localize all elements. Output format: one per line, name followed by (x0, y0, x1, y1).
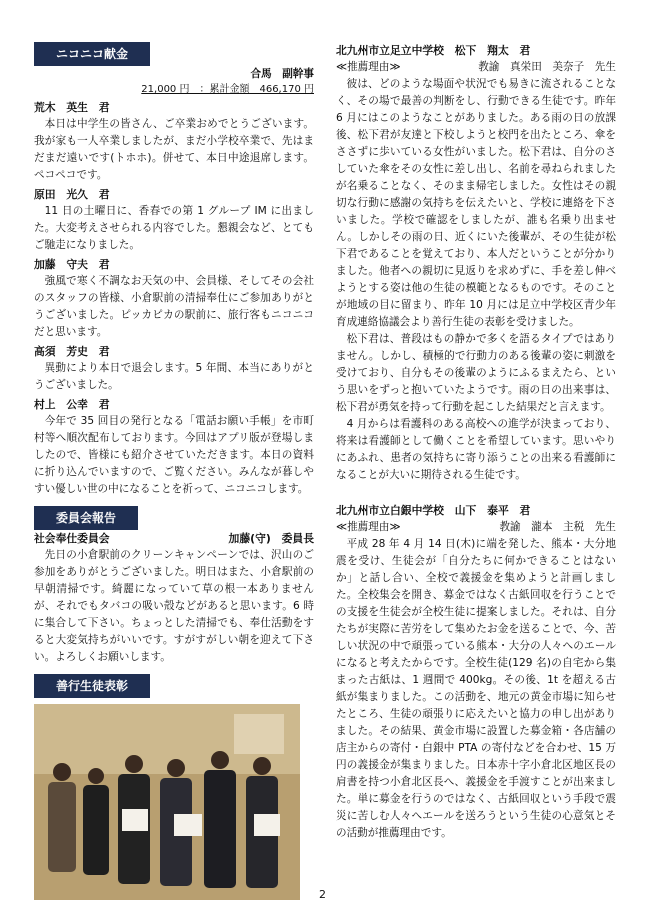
donor-name: 加藤 守夫 君 (34, 258, 110, 271)
student1-teacher: 教諭 真栄田 美奈子 先生 (478, 61, 616, 73)
right-column (336, 42, 616, 842)
student1-paragraph: 松下君は、普段はもの静かで多くを語るタイプではありません。しかし、積極的で行動力のある後輩の姿に刺激を受けており、自分もその後輩のようにふるまえたら、という思いをずっと抱いていたようです。雨の日の出来事は、松下君が勇気を持って行動を起こした結果だと言えます。 (336, 333, 616, 413)
left-column (34, 42, 314, 900)
student2-reason-label: ≪推薦理由≫ (336, 521, 401, 533)
committee-report: 先日の小倉駅前のクリーンキャンペーンでは、沢山のご参加をありがとうございました。明日はまた、小倉駅前の早朝清掃です。綺麗になっていて草の根一本ありませんが、それでもタバコの吸い殻などがあると思います。6 時に集合して下さい。ちょっとした清掃でも、奉仕活動をすると大変気持ちがいいです。すがすがしい朝を迎えて下さい。よろしくお願いします。 (34, 549, 314, 663)
student2-reason-row (336, 519, 616, 536)
student1-reason-row (336, 59, 616, 76)
committee-name: 社会奉仕委員会 (34, 532, 110, 545)
committee-chair: 加藤(守) 委員長 (228, 532, 314, 545)
student1-school-name: 北九州市立足立中学校 松下 翔太 君 (336, 44, 531, 57)
donor-message: 今年で 35 回目の発行となる「電話お願い手帳」を市町村等へ順次配布しております。今回はアプリ版が登場しましたので、皆様にも紹介させていただきます。本日の資料に折り込んでいますので、ご覧ください。みんなが暮しやすい優しい世の中になることを祈って、ニコニコします。 (34, 415, 314, 495)
student2-paragraph: 平成 28 年 4 月 14 日(木)に端を発した、熊本・大分地震を受け、生徒会が「自分たちに何かできることはないか」と話し合い、全校で義援金を集めようと計画しました。全校集会を開き、募金ではなく古紙回収を行うことでの支援を生徒会が全校生徒に提案しました。それは、自分たちが実際に苦労をして集めたお金を送ることで、今、苦しい状況の中で頑張っている熊本・大分の人々へのエールになると考えたからです。全校生徒(129 名)の自宅から集まった古紙は、1 週間で 400kg。その後、1t を超える古紙が集まりました。この活動を、地元の黄金市場に知らせたところ、生徒の頑張りに応えたいと協力の申し出がありました。その結果、黄金市場に設置した募金箱・各店舗の店主からの寄付・白銀中 PTA の寄付などを合わせ、15 万円の義援金が集まりました。日本赤十字小倉北区地区長の肩書を持つ小倉北区長へ、義援金を手渡すことが出来ました。単に募金を行うのではなく、古紙回収という手段で震災に苦しむ人々へエールを送ろうという生徒の心意気とその活動が推薦理由です。 (336, 538, 616, 839)
donor-message: 異動により本日で退会します。5 年間、本当にありがとうございました。 (34, 362, 314, 391)
award-photo-illustration (34, 704, 300, 900)
student1-paragraph: 彼は、どのような場面や状況でも易きに流されることなく、その場で最善の判断をし、行動できる生徒です。昨年 6 月にはこのようなことがありました。ある雨の日の放課後、松下君が友達と下校しようと校門を出たところ、傘をささずに歩いている女性がいました。松下君は、自分のさしていた傘をその女性に差し出し、名前を尋ねられましたが名乗ることなく、そのまま帰宅しました。女性はその親切な行動に感謝の気持ちを伝えたいと、学校に連絡を下さいました。学校で確認をしましたが、誰も名乗り出ません。しかしその雨の日、近くにいた後輩が、その生徒が松下君であることを覚えており、本人だということが分かりました。他者への親切に見返りを求めずに、手を差し伸べようとする姿は他の生徒の模範となるものです。そのことが地域の目に留まり、昨年 10 月には足立中学校区青少年育成連絡協議会より善行生徒の表彰を受けました。 (336, 78, 616, 328)
committee-header-row (34, 530, 314, 547)
donor-message: 強風で寒く不調なお天気の中、会員様、そしてその会社のスタッフの皆様、小倉駅前の清掃奉仕にご参加ありがとうございました。ピッカピカの駅前に、旅行客もニコニコだと思います。 (34, 275, 314, 338)
donor-message: 11 日の土曜日に、香春での第 1 グループ IM に出ました。大変考えさせられる内容でした。懇親会など、とてもご馳走になりました。 (34, 205, 314, 251)
niconico-amount: 21,000 円 ：累計金額 466,170 円 (141, 84, 314, 95)
award-photo (34, 704, 300, 900)
committee-heading: 委員会報告 (34, 506, 138, 530)
niconico-officer: 合馬 副幹事 (250, 68, 314, 80)
donor-name: 荒木 英生 君 (34, 101, 110, 114)
donor-name: 高須 芳史 君 (34, 345, 110, 358)
award-heading: 善行生徒表彰 (34, 674, 150, 698)
student2-school-name: 北九州市立白銀中学校 山下 泰平 君 (336, 504, 531, 517)
student1-reason-label: ≪推薦理由≫ (336, 61, 401, 73)
niconico-heading: ニコニコ献金 (34, 42, 150, 66)
donor-message: 本日は中学生の皆さん、ご卒業おめでとうございます。我が家も一人卒業しましたが、まだ小学校卒業で、先はまだまだ遠いです(トホホ)。併せて、本日中途退席します。ペコペコです。 (34, 118, 314, 181)
student2-teacher: 教諭 瀧本 主税 先生 (499, 521, 616, 533)
student1-paragraph: 4 月からは看護科のある高校への進学が決まっており、将来は看護師として働くことを希望しています。思いやりにあふれ、患者の気持ちに寄り添うことの出来る看護師になることが大いに期待される生徒です。 (336, 418, 616, 481)
page-number: 2 (319, 888, 326, 901)
donor-name: 村上 公幸 君 (34, 398, 110, 411)
donor-name: 原田 光久 君 (34, 188, 110, 201)
